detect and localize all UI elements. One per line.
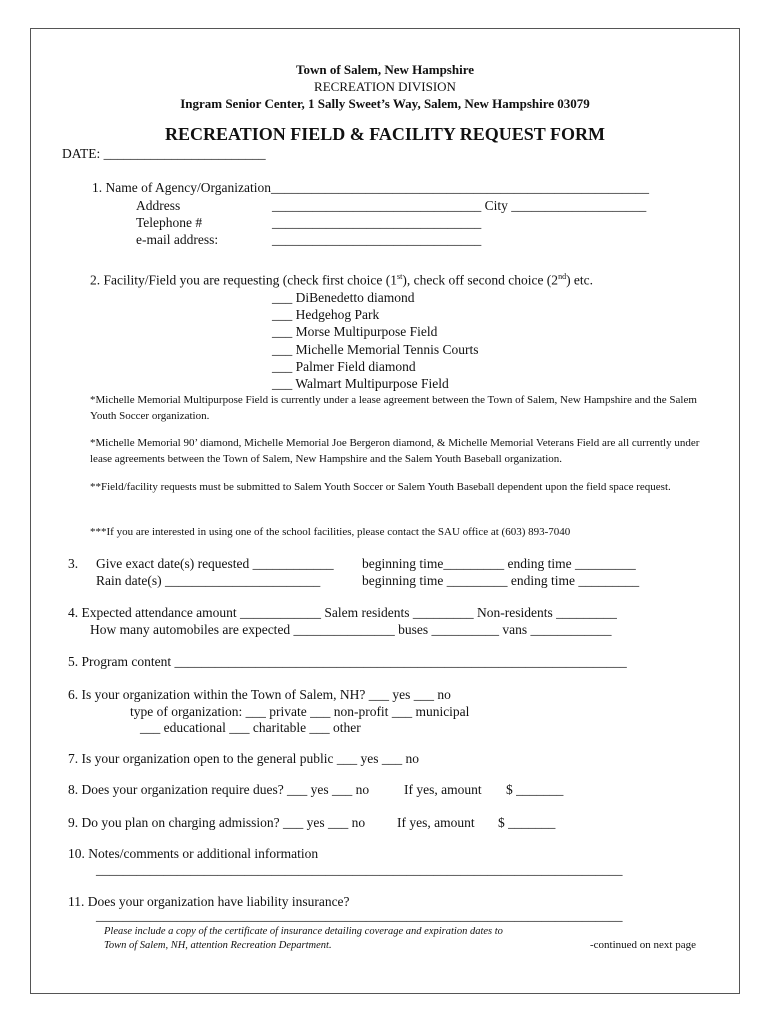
q3-number: 3. xyxy=(68,556,79,571)
facility-option-palmer[interactable]: ___ Palmer Field diamond xyxy=(272,359,416,374)
header-address: Ingram Senior Center, 1 Sally Sweet’s Way, Salem, New Hampshire 03079 xyxy=(180,96,590,111)
rain-dates-field[interactable]: Rain date(s) _______________________ xyxy=(96,573,321,588)
dues-question[interactable]: 8. Does your organization require dues? ___ yes ___ no xyxy=(68,782,370,797)
note-diamond-lease: *Michelle Memorial 90’ diamond, Michelle Memorial Joe Bergeron diamond, & Michelle Memorial Veterans Field are all currently under lease agreements between the Town of Salem, New Hampshire and the Salem Youth Baseball organization. xyxy=(90,437,700,465)
continued-note: -continued on next page xyxy=(590,939,696,951)
insurance-field[interactable]: ______________________________________________________________________________ xyxy=(96,908,623,923)
dues-amount-label: If yes, amount xyxy=(404,782,482,797)
program-content-field[interactable]: 5. Program content ___________________________________________________________________ xyxy=(68,654,627,669)
time-field-2[interactable]: beginning time _________ ending time _________ xyxy=(362,573,640,588)
telephone-field[interactable]: _______________________________ xyxy=(272,215,482,230)
public-question[interactable]: 7. Is your organization open to the general public ___ yes ___ no xyxy=(68,751,420,766)
within-town-question[interactable]: 6. Is your organization within the Town of Salem, NH? ___ yes ___ no xyxy=(68,687,451,702)
admission-question[interactable]: 9. Do you plan on charging admission? ___ yes ___ no xyxy=(68,815,366,830)
header-division: RECREATION DIVISION xyxy=(314,79,456,94)
form-title: RECREATION FIELD & FACILITY REQUEST FORM xyxy=(165,124,605,144)
date-field[interactable]: DATE: ________________________ xyxy=(62,146,266,161)
insurance-question: 11. Does your organization have liability insurance? xyxy=(68,894,350,909)
admission-amount-field[interactable]: $ _______ xyxy=(498,815,556,830)
address-label: Address xyxy=(136,198,181,213)
insurance-instruction-1: Please include a copy of the certificate of insurance detailing coverage and expiration dates to xyxy=(104,926,503,937)
agency-name-field[interactable]: 1. Name of Agency/Organization________________________________________________________ xyxy=(92,180,649,195)
time-field-1[interactable]: beginning time_________ ending time _________ xyxy=(362,556,636,571)
organization-type-row2[interactable]: ___ educational ___ charitable ___ other xyxy=(140,720,361,735)
notes-field[interactable]: ______________________________________________________________________________ xyxy=(96,862,623,877)
attendance-field[interactable]: 4. Expected attendance amount ____________ Salem residents _________ Non-residents _________ xyxy=(68,605,617,620)
dates-requested-field[interactable]: Give exact date(s) requested ____________ xyxy=(96,556,334,571)
facility-option-michelle-tennis[interactable]: ___ Michelle Memorial Tennis Courts xyxy=(272,342,479,357)
facility-question: 2. Facility/Field you are requesting (check first choice (1st), check off second choice (2nd) etc. xyxy=(90,272,594,288)
organization-type-row1[interactable]: type of organization: ___ private ___ non-profit ___ municipal xyxy=(130,704,470,719)
note-submission: **Field/facility requests must be submitted to Salem Youth Soccer or Salem Youth Baseball dependent upon the field space request. xyxy=(90,481,671,493)
telephone-label: Telephone # xyxy=(136,215,203,230)
note-school-facilities: ***If you are interested in using one of the school facilities, please contact the SAU office at (603) 893-7040 xyxy=(90,526,571,538)
note-multipurpose-lease: *Michelle Memorial Multipurpose Field is currently under a lease agreement between the Town of Salem, New Hampshire and the Salem Youth Soccer organization. xyxy=(90,394,697,422)
facility-option-morse[interactable]: ___ Morse Multipurpose Field xyxy=(272,324,438,339)
facility-option-dibenedetto[interactable]: ___ DiBenedetto diamond xyxy=(272,290,415,305)
header-town: Town of Salem, New Hampshire xyxy=(295,62,475,77)
email-field[interactable]: _______________________________ xyxy=(272,232,482,247)
automobiles-field[interactable]: How many automobiles are expected _______________ buses __________ vans ____________ xyxy=(90,622,612,637)
facility-option-walmart[interactable]: ___ Walmart Multipurpose Field xyxy=(272,376,449,391)
insurance-instruction-2: Town of Salem, NH, attention Recreation Department. xyxy=(104,940,332,951)
facility-option-hedgehog[interactable]: ___ Hedgehog Park xyxy=(272,307,380,322)
address-field[interactable]: _______________________________ City ____________________ xyxy=(272,198,647,213)
admission-amount-label: If yes, amount xyxy=(397,815,475,830)
email-label: e-mail address: xyxy=(136,232,219,247)
dues-amount-field[interactable]: $ _______ xyxy=(506,782,564,797)
notes-question: 10. Notes/comments or additional information xyxy=(68,846,319,861)
